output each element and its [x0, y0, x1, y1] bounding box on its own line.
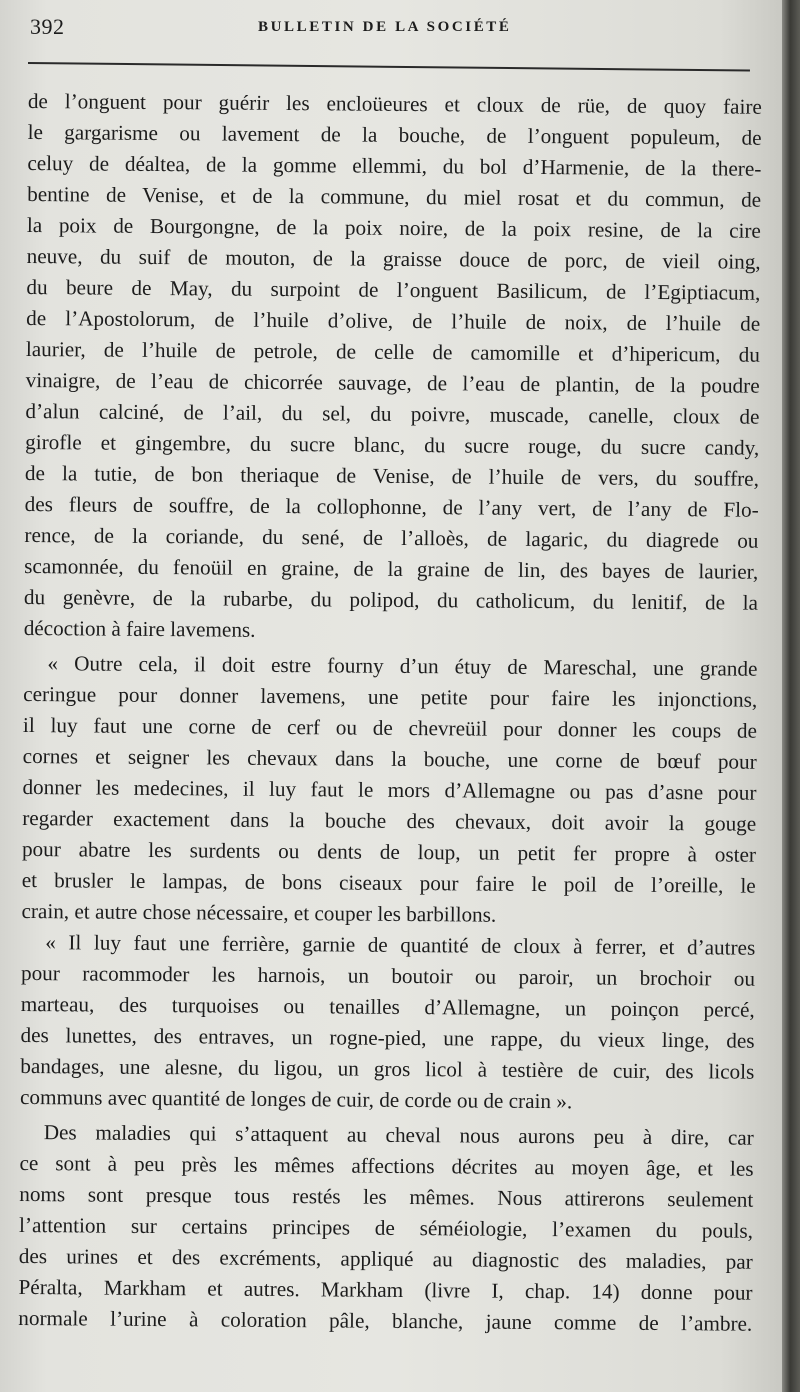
text-line: de la tutie, de bon theriaque de Venise, de l’huile de vers, du souffre,: [24, 460, 760, 491]
text-line: « Outre cela, il doit estre fourny d’un étuy de Mareschal, une grande: [47, 651, 758, 681]
text-line: des fleurs de souffre, de la collophonne, de l’any vert, de l’any de Flo-: [24, 491, 759, 522]
text-line: du genèvre, de la rubarbe, du polipod, du catholicum, du lenitif, de la: [23, 584, 759, 615]
page-number: 392: [30, 14, 65, 39]
text-line: le gargarisme ou lavement de la bouche, de l’onguent populeum, de: [27, 119, 762, 150]
text-line: de l’onguent pour guérir les encloüeures et cloux de rüe, de quoy faire: [27, 88, 762, 119]
text-line: pour racommoder les harnois, un boutoir ou paroir, un brochoir ou: [20, 960, 756, 991]
text-line: Des maladies qui s’attaquent au cheval nous aurons peu à dire, car: [43, 1120, 754, 1150]
text-line: et brusler le lampas, de bons ciseaux pour faire le poil de l’oreille, le: [21, 867, 756, 898]
text-line: il luy faut une corne de cerf ou de chevreüil pour donner les coups de: [22, 712, 758, 743]
text-line: marteau, des turquoises ou tenailles d’Allemagne, un poinçon percé,: [20, 991, 755, 1022]
text-line: bandages, une alesne, du ligou, un gros licol à testière de cuir, des licols: [20, 1053, 755, 1084]
text-line: neuve, du suif de mouton, de la graisse douce de porc, de vieil oing,: [26, 243, 761, 274]
text-line: des urines et des excréments, appliqué au diagnostic des maladies, par: [18, 1243, 753, 1274]
running-head: [28, 10, 758, 50]
text-line: laurier, de l’huile de petrole, de celle de camomille et d’hipericum, du: [25, 336, 761, 367]
text-line: crain, et autre chose nécessaire, et couper les barbillons.: [21, 898, 497, 927]
text-line: vinaigre, de l’eau de chicorrée sauvage, de l’eau de plantin, de la poudre: [25, 367, 760, 398]
text-line: de l’Apostolorum, de l’huile d’olive, de l’huile de noix, de l’huile de: [26, 305, 761, 336]
text-line: communs avec quantité de longes de cuir, de corde ou de crain ».: [19, 1084, 573, 1114]
text-line: du beure de May, du surpoint de l’onguent Basilicum, de l’Egiptiacum,: [26, 274, 761, 305]
header-rule: [28, 62, 750, 72]
text-line: ce sont à peu près les mêmes affections décrites au moyen âge, et les: [19, 1150, 754, 1181]
text-line: « Il luy faut une ferrière, garnie de quantité de cloux à ferrer, et d’autres: [45, 930, 756, 960]
text-line: cornes et seigner les chevaux dans la bouche, une corne de bœuf pour: [22, 743, 757, 774]
page-edge-shadow: [782, 0, 800, 1392]
text-line: bentine de Venise, et de la commune, du miel rosat et du commun, de: [27, 181, 762, 212]
text-line: la poix de Bourgongne, de la poix noire, de la poix resine, de la cire: [26, 212, 761, 243]
running-title: BULLETIN DE LA SOCIÉTÉ: [258, 19, 512, 35]
text-line: ceringue pour donner lavemens, une petite pour faire les injonctions,: [23, 681, 758, 712]
text-line: l’attention sur certains principes de séméiologie, l’examen du pouls,: [18, 1212, 754, 1243]
text-line: d’alun calciné, de l’ail, du sel, du poivre, muscade, canelle, cloux de: [25, 398, 760, 429]
body-text: [18, 86, 762, 1340]
text-line: Péralta, Markham et autres. Markham (livre I, chap. 14) donne pour: [18, 1274, 753, 1305]
text-line: normale l’urine à coloration pâle, blanche, jaune comme de l’ambre.: [18, 1305, 753, 1336]
text-line: noms sont presque tous restés les mêmes. Nous attirerons seulement: [19, 1181, 754, 1212]
text-line: girofle et gingembre, du sucre blanc, du sucre rouge, du sucre candy,: [25, 429, 760, 460]
text-line: décoction à faire lavemens.: [23, 615, 256, 642]
text-line: rence, de la coriande, du sené, de l’alloès, de lagaric, du diagrede ou: [24, 522, 759, 553]
text-line: donner les medecines, il luy faut le mors d’Allemagne ou pas d’asne pour: [22, 774, 757, 805]
text-line: regarder exactement dans la bouche des chevaux, doit avoir la gouge: [22, 805, 757, 836]
text-line: scamonnée, du fenoüil en graine, de la graine de lin, des bayes de laurier,: [24, 553, 759, 584]
text-line: celuy de déaltea, de la gomme ellemmi, du bol d’Harmenie, de la there-: [27, 150, 762, 181]
text-line: pour abatre les surdents ou dents de loup, un petit fer propre à oster: [21, 836, 757, 867]
text-line: des lunettes, des entraves, un rogne-pied, une rappe, du vieux linge, des: [20, 1022, 755, 1053]
